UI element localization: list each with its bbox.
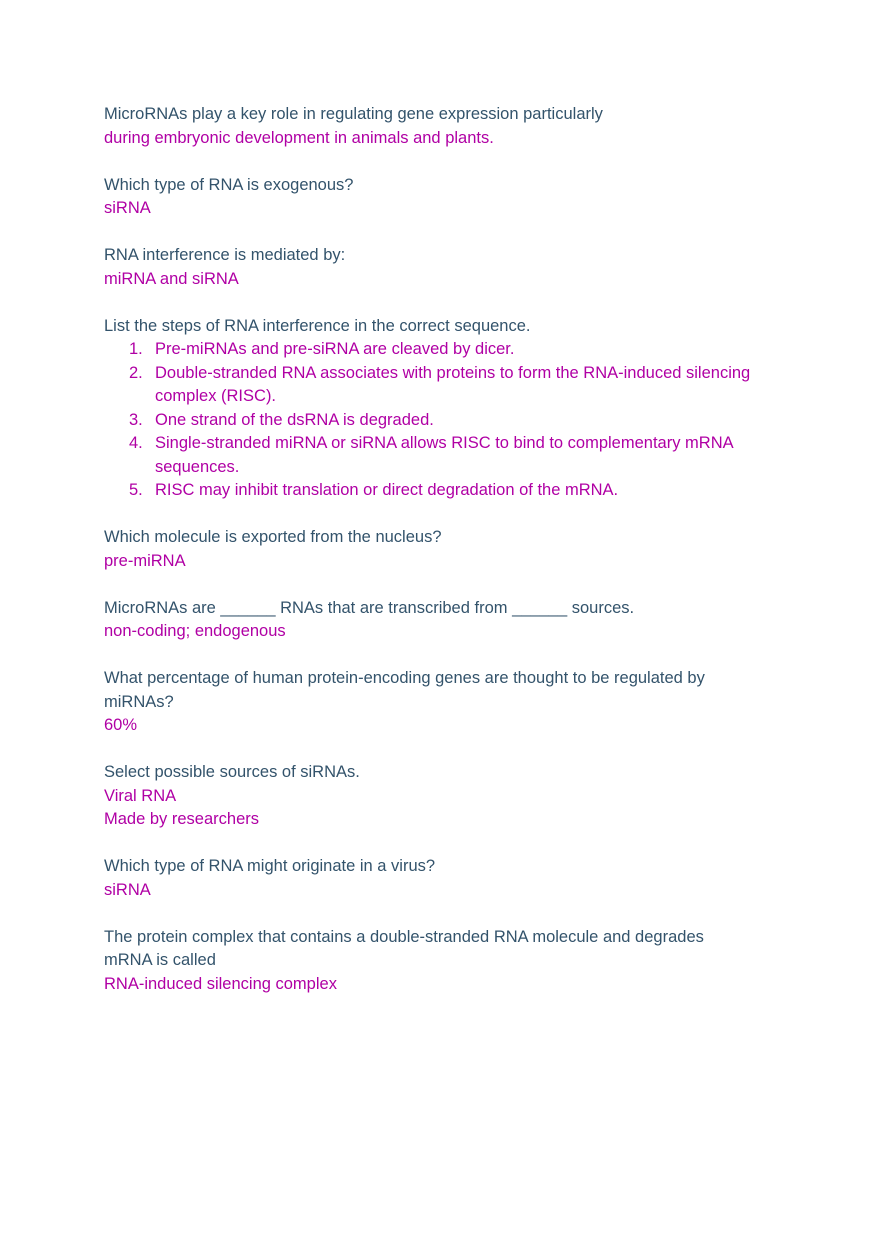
question-text: List the steps of RNA interference in the correct sequence. xyxy=(104,316,531,335)
answer-text-2: Made by researchers xyxy=(104,810,259,828)
question-text: Select possible sources of siRNAs. xyxy=(104,763,360,781)
step-text: Double-stranded RNA associates with proteins to form the RNA-induced silencing complex (RISC). xyxy=(155,363,751,405)
question-text: Which type of RNA is exogenous? xyxy=(104,175,354,194)
qa-block-noncoding xyxy=(104,597,784,644)
qa-block-mediated xyxy=(104,244,784,291)
qa-block-sources xyxy=(104,761,784,832)
step-text: Single-stranded miRNA or siRNA allows RISC to bind to complementary mRNA sequences. xyxy=(155,434,733,476)
answer-text-1: Viral RNA xyxy=(104,786,177,805)
answer-text: miRNA and siRNA xyxy=(104,269,239,288)
document-page xyxy=(104,103,784,1020)
qa-block-risc xyxy=(104,926,784,997)
question-text: Which molecule is exported from the nucleus? xyxy=(104,528,442,546)
answer-text: siRNA xyxy=(104,199,151,217)
step-number: 3. xyxy=(129,410,143,429)
step-number: 4. xyxy=(129,434,143,452)
answer-text: pre-miRNA xyxy=(104,551,186,570)
step-text: Pre-miRNAs and pre-siRNA are cleaved by dicer. xyxy=(155,340,515,358)
answer-text: RNA-induced silencing complex xyxy=(104,974,337,993)
list-item xyxy=(104,362,784,409)
step-text: One strand of the dsRNA is degraded. xyxy=(155,410,434,429)
step-text: RISC may inhibit translation or direct degradation of the mRNA. xyxy=(155,481,619,499)
list-item xyxy=(104,479,784,503)
answer-text: siRNA xyxy=(104,880,151,899)
step-number: 5. xyxy=(129,481,143,499)
qa-block-exported xyxy=(104,526,784,573)
list-item xyxy=(104,409,784,433)
intro-statement: MicroRNAs play a key role in regulating gene expression particularly xyxy=(104,105,603,123)
qa-block-exogenous xyxy=(104,174,784,221)
list-item xyxy=(104,432,784,479)
answer-text: 60% xyxy=(104,716,138,734)
list-item xyxy=(104,338,784,362)
qa-block-percentage xyxy=(104,667,784,738)
step-number: 1. xyxy=(129,340,143,358)
step-number: 2. xyxy=(129,363,143,382)
question-text: MicroRNAs are ______ RNAs that are transcribed from ______ sources. xyxy=(104,598,635,617)
answer-text: non-coding; endogenous xyxy=(104,622,286,640)
question-text-line2: mRNA is called xyxy=(104,951,216,969)
steps-list xyxy=(104,338,784,503)
question-text: Which type of RNA might originate in a virus? xyxy=(104,857,436,875)
intro-block xyxy=(104,103,784,150)
question-text-line2: miRNAs? xyxy=(104,692,174,711)
question-text: RNA interference is mediated by: xyxy=(104,246,346,264)
question-text-line1: What percentage of human protein-encoding genes are thought to be regulated by xyxy=(104,669,705,687)
intro-answer: during embryonic development in animals and plants. xyxy=(104,128,494,147)
qa-block-virus xyxy=(104,855,784,902)
qa-block-steps xyxy=(104,315,784,503)
question-text-line1: The protein complex that contains a double-stranded RNA molecule and degrades xyxy=(104,927,704,946)
